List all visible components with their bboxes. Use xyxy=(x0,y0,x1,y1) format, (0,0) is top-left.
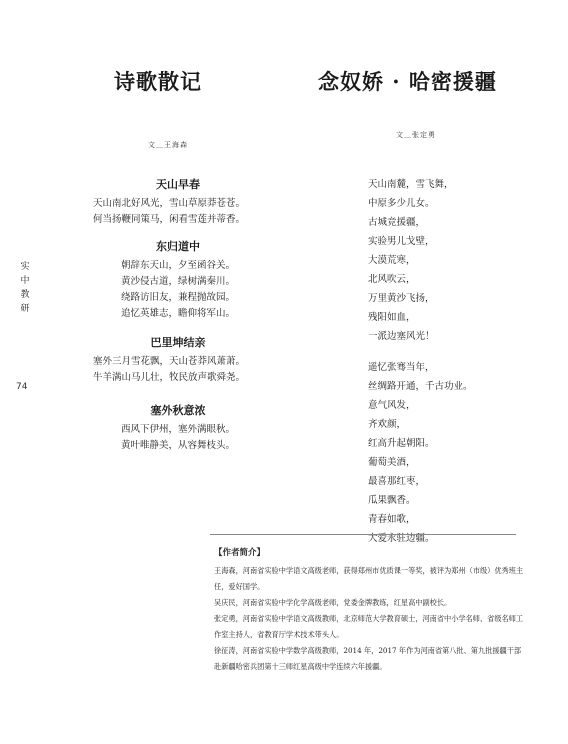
sidebar-char: 研 xyxy=(20,304,30,314)
poem-line: 黄沙侵古道，绿树满秦川。 xyxy=(120,276,235,287)
poem-line: 朝辞东天山，夕至函谷关。 xyxy=(120,260,235,271)
author-bio: 张定勇，河南省实验中学语文高级教师，北京师范大学教育硕士，河南省中小学名师、省级名师工作室主持人，省教育厅学术技术带头人。 xyxy=(214,614,524,639)
poem-title: 塞外秋意浓 xyxy=(150,404,206,417)
poem-line: 塞外三月雪花飘，天山苍莽风萧萧。 xyxy=(93,356,246,367)
author-notes xyxy=(214,545,526,675)
poem-line: 天山南北好风光，雪山草原莽苍苍。 xyxy=(93,198,246,209)
poem-line: 实验男儿戈壁， xyxy=(368,236,435,247)
poem-line: 青春如歌， xyxy=(368,514,416,525)
author-bio: 吴庆民，河南省实验中学化学高级老师，党委金牌教练，红星高中副校长。 xyxy=(214,598,452,607)
poem-line: 大爱永驻边疆。 xyxy=(368,533,435,544)
poem-line: 黄叶唯静美，从容舞枝头。 xyxy=(120,440,235,451)
poem-title: 巴里坤结亲 xyxy=(150,336,206,349)
poem-niannujiao xyxy=(368,175,518,548)
poem-line: 红高升起朝阳。 xyxy=(368,438,435,449)
poem-saiwai-qiuyi xyxy=(93,402,263,454)
author-bio: 王海森，河南省实验中学语文高级老师，获得郑州市优质课一等奖，被评为郑州（市级）优秀班主任，爱好国学。 xyxy=(214,566,524,591)
poem-title: 东归道中 xyxy=(156,240,200,253)
poem-line: 西风下伊州，塞外满眼秋。 xyxy=(120,424,235,435)
poem-line: 瓜果飘香。 xyxy=(368,495,416,506)
poem-balikun-jieqin xyxy=(93,334,263,386)
poem-line: 天山南麓，雪飞舞， xyxy=(368,179,454,190)
sidebar-char: 中 xyxy=(20,276,30,286)
left-article-title: 诗歌散记 xyxy=(114,69,202,94)
section-divider xyxy=(210,534,516,535)
poem-line: 绕路访旧友，兼程抛故园。 xyxy=(120,292,235,303)
sidebar-section-label xyxy=(20,260,30,316)
poem-line: 古城竞援疆， xyxy=(368,217,426,228)
page-number: 74 xyxy=(16,382,28,392)
poem-tianshan-zaochun xyxy=(93,176,263,228)
right-article-title: 念奴娇 · 哈密援疆 xyxy=(318,69,497,94)
poem-line: 大漠荒寒， xyxy=(368,255,416,266)
poem-line: 追忆英雄志，瞻仰将军山。 xyxy=(120,308,235,319)
left-article-byline: 文＿王海森 xyxy=(148,141,188,149)
poem-title: 天山早春 xyxy=(156,178,200,191)
right-article-byline: 文＿张定勇 xyxy=(396,131,436,139)
poem-line: 葡萄美酒， xyxy=(368,457,416,468)
poem-line: 残阳如血， xyxy=(368,312,416,323)
poem-line: 丝绸路开通，千古功业。 xyxy=(368,381,473,392)
author-notes-heading: 【作者简介】 xyxy=(214,548,266,558)
sidebar-char: 实 xyxy=(20,262,30,272)
poem-line: 遥忆张骞当年， xyxy=(368,362,435,373)
poem-line: 意气风发， xyxy=(368,400,416,411)
poem-line: 一派边塞风光！ xyxy=(368,331,435,342)
poem-line: 万里黄沙飞扬， xyxy=(368,293,435,304)
author-bio: 徐征涛，河南省实验中学数学高级教师，2014 年，2017 年作为河南省第八批、第九批援疆干部赴新疆哈密兵团第十三师红星高级中学连续六年援疆。 xyxy=(214,646,522,671)
poem-line: 北风吹云， xyxy=(368,274,416,285)
sidebar-char: 教 xyxy=(20,290,30,300)
poem-line: 中原多少儿女。 xyxy=(368,198,435,209)
poem-line: 最喜那红枣， xyxy=(368,476,426,487)
poem-line: 齐欢颜， xyxy=(368,419,407,430)
poem-line: 牛羊满山马儿壮，牧民放声歌舜尧。 xyxy=(93,372,246,383)
poem-donggui-daozhong xyxy=(93,238,263,322)
poem-line: 何当扬鞭同策马，闲看雪莲并蒂香。 xyxy=(93,214,246,225)
